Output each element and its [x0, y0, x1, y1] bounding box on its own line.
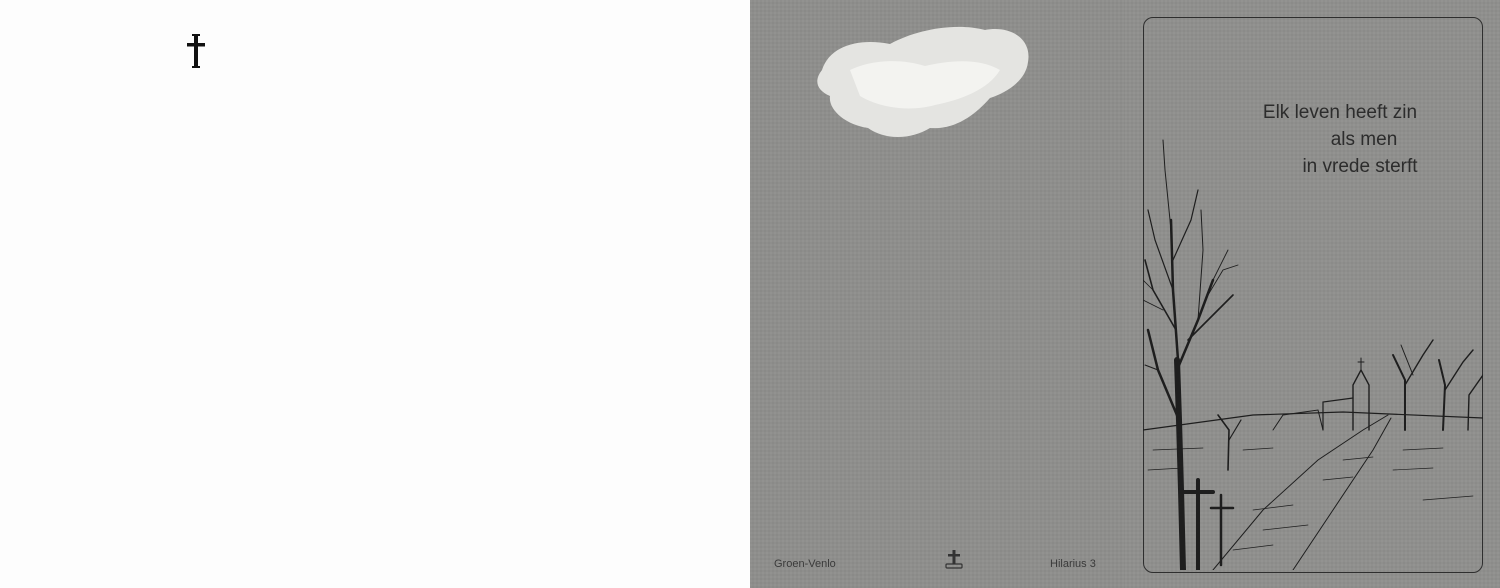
- publisher-logo-icon: [944, 548, 964, 570]
- left-page: [0, 0, 375, 588]
- poem-line-2: als men: [1330, 129, 1398, 150]
- cross-icon: [185, 33, 207, 69]
- poem-line-3: in vrede sterft: [1302, 156, 1418, 177]
- back-cover: [750, 0, 1125, 588]
- inner-right-page: [375, 0, 750, 588]
- publisher-label: Groen-Venlo: [774, 558, 836, 570]
- paper-texture: [750, 0, 1125, 588]
- poem-line-1: Elk leven heeft zin: [1262, 102, 1418, 123]
- winter-landscape-illustration: [1143, 130, 1483, 570]
- series-label: Hilarius 3: [1050, 558, 1096, 570]
